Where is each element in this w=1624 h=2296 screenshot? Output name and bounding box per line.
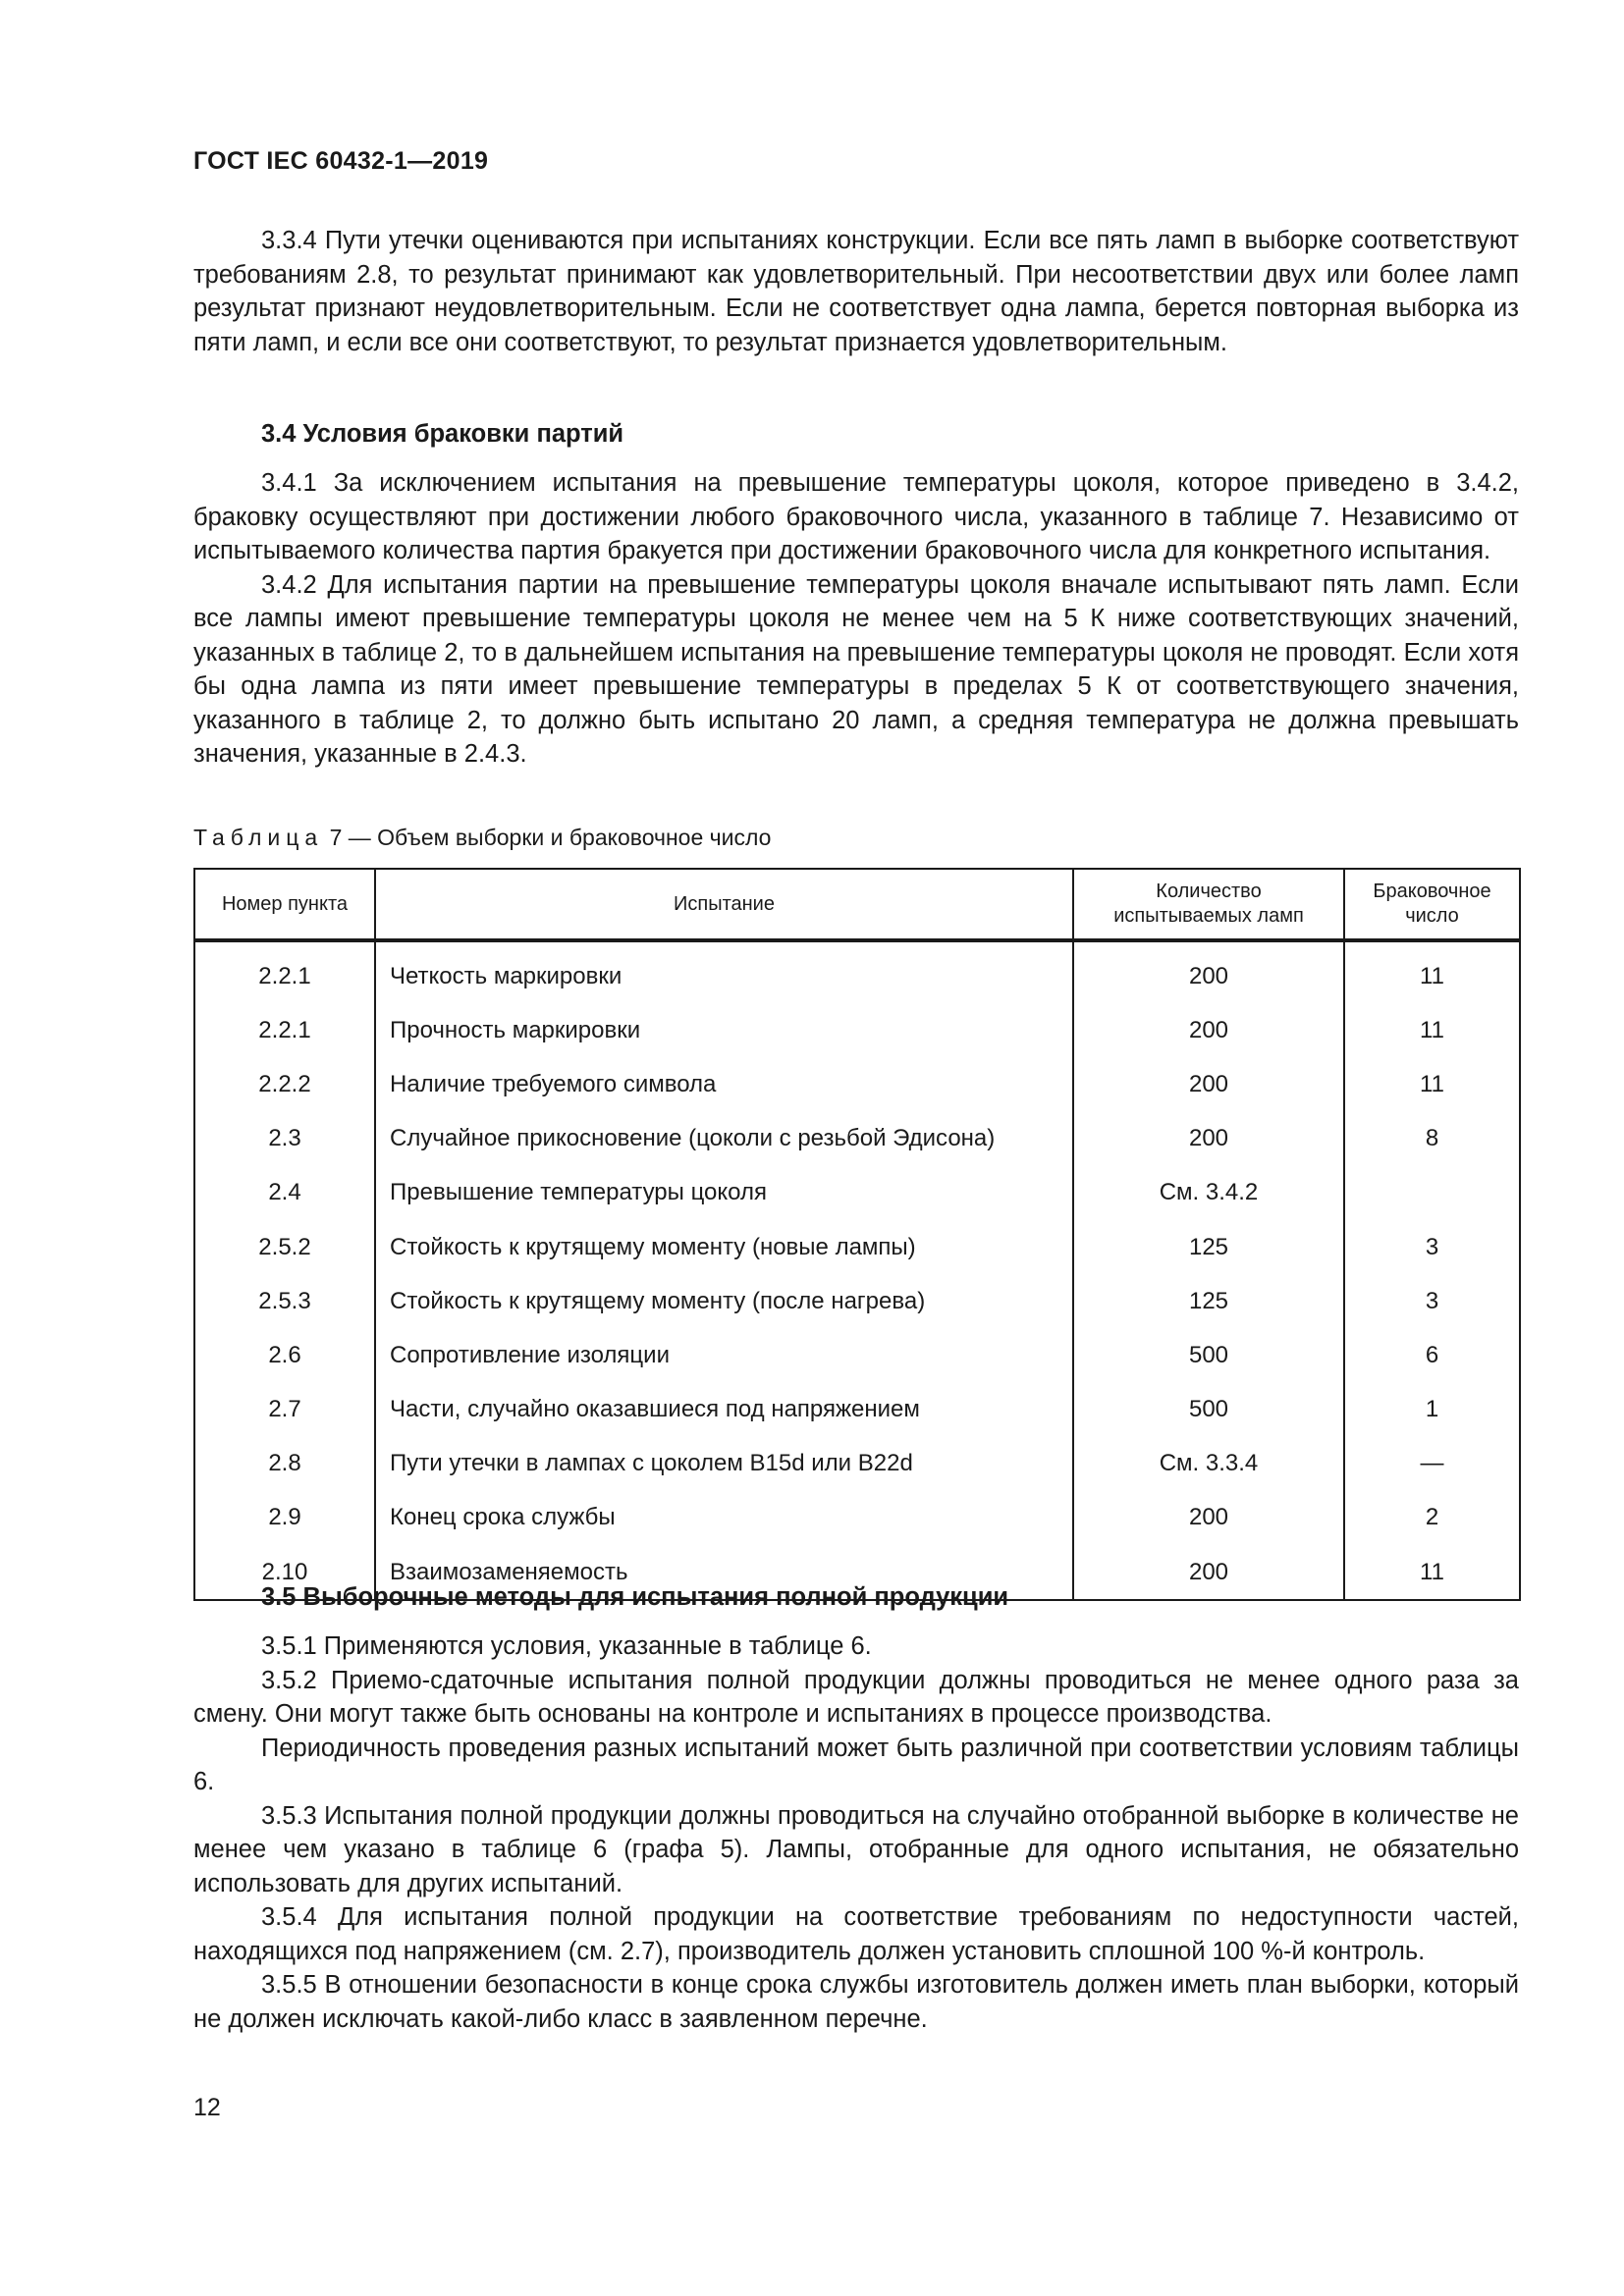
paragraph-3-5-3: 3.5.3 Испытания полной продукции должны проводиться на случайно отобранной выборке в количестве не менее чем указано в таблице 6 (графа 5). Лампы, отобранные для одного испытания, не обязательно использовать для других испытаний.	[193, 1801, 1519, 1897]
cell-quantity: 200	[1073, 1003, 1344, 1057]
table-caption	[193, 823, 771, 852]
cell-rejection-number: 3	[1344, 1220, 1520, 1274]
cell-item-number: 2.4	[194, 1166, 375, 1220]
cell-item-number: 2.9	[194, 1491, 375, 1545]
paragraph-3-4-2: 3.4.2 Для испытания партии на превышение температуры цоколя вначале испытывают пять ламп. Если все лампы имеют превышение температуры цоколя не менее чем на 5 К ниже соответствующих значений, указанных в таблице 2, то в дальнейшем испытания на превышение температуры цоколя не проводят. Если хотя бы одна лампа из пяти имеет превышение температуры в пределах 5 К от соответствующего значения, указанного в таблице 2, то должно быть испытано 20 ламп, а средняя температура не должна превышать значения, указанные в 2.4.3.	[193, 570, 1519, 768]
paragraph-3-5-5: 3.5.5 В отношении безопасности в конце срока службы изготовитель должен иметь план выборки, который не должен исключать какой-либо класс в заявленном перечне.	[193, 1971, 1519, 2033]
table-row	[194, 1437, 1520, 1491]
cell-quantity: См. 3.3.4	[1073, 1437, 1344, 1491]
cell-item-number: 2.5.2	[194, 1220, 375, 1274]
table-row	[194, 1220, 1520, 1274]
cell-quantity: 200	[1073, 1545, 1344, 1600]
cell-quantity: 500	[1073, 1383, 1344, 1437]
table-row	[194, 1491, 1520, 1545]
cell-test: Четкость маркировки	[375, 940, 1073, 1003]
cell-rejection-number: 2	[1344, 1491, 1520, 1545]
cell-test: Случайное прикосновение (цоколи с резьбой Эдисона)	[375, 1112, 1073, 1166]
table-row	[194, 1274, 1520, 1328]
cell-test: Стойкость к крутящему моменту (новые лампы)	[375, 1220, 1073, 1274]
cell-rejection-number: 11	[1344, 940, 1520, 1003]
cell-quantity: 200	[1073, 1057, 1344, 1111]
sample-size-table	[193, 868, 1521, 1601]
cell-item-number: 2.7	[194, 1383, 375, 1437]
table-row	[194, 1328, 1520, 1382]
cell-item-number: 2.6	[194, 1328, 375, 1382]
header-item-number: Номер пункта	[194, 869, 375, 940]
paragraph-3-4-1: 3.4.1 За исключением испытания на превышение температуры цоколя, которое приведено в 3.4.2, браковку осуществляют при достижении любого браковочного числа, указанного в таблице 7. Независимо от испытываемого количества партия бракуется при достижении браковочного числа для конкретного испытания.	[193, 469, 1519, 564]
cell-test: Превышение температуры цоколя	[375, 1166, 1073, 1220]
section-heading-3-4: 3.4 Условия браковки партий	[261, 420, 624, 448]
cell-rejection-number: 8	[1344, 1112, 1520, 1166]
page-number: 12	[193, 2094, 221, 2121]
cell-rejection-number: 3	[1344, 1274, 1520, 1328]
cell-quantity: 125	[1073, 1274, 1344, 1328]
cell-quantity: 200	[1073, 1112, 1344, 1166]
cell-rejection-number: —	[1344, 1437, 1520, 1491]
table-row	[194, 1003, 1520, 1057]
cell-test: Сопротивление изоляции	[375, 1328, 1073, 1382]
cell-rejection-number: 6	[1344, 1328, 1520, 1382]
table-body	[194, 940, 1520, 1600]
table-row	[194, 1383, 1520, 1437]
table-row	[194, 940, 1520, 1003]
header-rejection-number: Браковочное число	[1344, 869, 1520, 940]
table-row	[194, 1166, 1520, 1220]
table-caption-title: 7 — Объем выборки и браковочное число	[323, 825, 772, 850]
cell-test: Части, случайно оказавшиеся под напряжением	[375, 1383, 1073, 1437]
section-heading-3-5: 3.5 Выборочные методы для испытания полной продукции	[261, 1583, 1009, 1611]
cell-test: Стойкость к крутящему моменту (после нагрева)	[375, 1274, 1073, 1328]
cell-item-number: 2.8	[194, 1437, 375, 1491]
table-caption-label: Таблица	[193, 825, 324, 850]
cell-rejection-number: 1	[1344, 1383, 1520, 1437]
cell-quantity: 200	[1073, 940, 1344, 1003]
cell-item-number: 2.10	[194, 1545, 375, 1600]
cell-quantity: 200	[1073, 1491, 1344, 1545]
header-test: Испытание	[375, 869, 1073, 940]
cell-rejection-number: 11	[1344, 1545, 1520, 1600]
cell-item-number: 2.5.3	[194, 1274, 375, 1328]
header-quantity: Количество испытываемых ламп	[1073, 869, 1344, 940]
paragraph-periodicity: Периодичность проведения разных испытаний может быть различной при соответствии условиям таблицы 6.	[193, 1734, 1519, 1795]
cell-quantity: 500	[1073, 1328, 1344, 1382]
cell-quantity: 125	[1073, 1220, 1344, 1274]
paragraph-3-5-4: 3.5.4 Для испытания полной продукции на соответствие требованиям по недоступности частей, находящихся под напряжением (см. 2.7), производитель должен установить сплошной 100 %-й контроль.	[193, 1903, 1519, 1965]
paragraph-3-3-4: 3.3.4 Пути утечки оцениваются при испытаниях конструкции. Если все пять ламп в выборке соответствуют требованиям 2.8, то результат принимают как удовлетворительный. При несоответствии двух или более ламп результат признают неудовлетворительным. Если не соответствует одна лампа, берется повторная выборка из пяти ламп, и если все они соответствуют, то результат признается удовлетворительным.	[193, 227, 1519, 356]
cell-item-number: 2.2.2	[194, 1057, 375, 1111]
cell-item-number: 2.3	[194, 1112, 375, 1166]
table-header-row	[194, 869, 1520, 940]
cell-test: Прочность маркировки	[375, 1003, 1073, 1057]
cell-rejection-number	[1344, 1166, 1520, 1220]
cell-item-number: 2.2.1	[194, 1003, 375, 1057]
cell-test: Пути утечки в лампах с цоколем B15d или B22d	[375, 1437, 1073, 1491]
paragraph-3-5-2: 3.5.2 Приемо-сдаточные испытания полной продукции должны проводиться не менее одного раза за смену. Они могут также быть основаны на контроле и испытаниях в процессе производства.	[193, 1666, 1519, 1728]
table-row	[194, 1057, 1520, 1111]
cell-rejection-number: 11	[1344, 1057, 1520, 1111]
cell-rejection-number: 11	[1344, 1003, 1520, 1057]
paragraph-3-5-1: 3.5.1 Применяются условия, указанные в таблице 6.	[261, 1632, 872, 1660]
cell-item-number: 2.2.1	[194, 940, 375, 1003]
cell-test: Наличие требуемого символа	[375, 1057, 1073, 1111]
table-row	[194, 1112, 1520, 1166]
cell-quantity: См. 3.4.2	[1073, 1166, 1344, 1220]
section-3-5-body	[193, 1629, 1519, 2036]
section-3-4-body	[193, 466, 1519, 772]
cell-test: Взаимозаменяемость	[375, 1545, 1073, 1600]
document-header: ГОСТ IEC 60432-1—2019	[193, 147, 489, 175]
cell-test: Конец срока службы	[375, 1491, 1073, 1545]
